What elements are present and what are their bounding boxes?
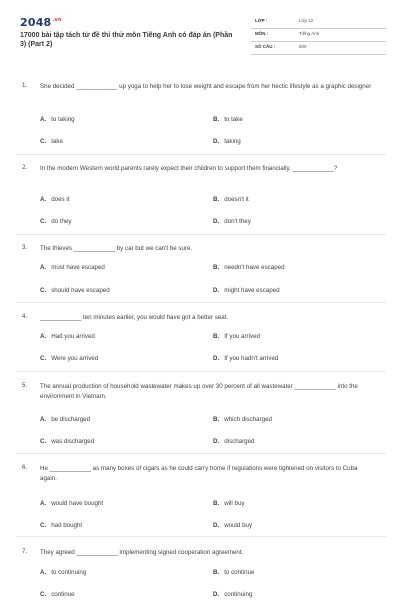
option-letter: A. bbox=[40, 569, 47, 576]
option-b[interactable] bbox=[213, 196, 249, 203]
meta-class-key: LỚP : bbox=[255, 18, 268, 23]
option-b[interactable] bbox=[213, 116, 243, 123]
question-text: The annual production of household wastewater makes up over 30 percent of all wastewater ____________ into the environment in Vietnam. bbox=[40, 383, 358, 400]
question-number: 4. bbox=[22, 313, 28, 320]
meta-subject-value: Tiếng Anh bbox=[299, 31, 320, 36]
question-number: 6. bbox=[22, 464, 28, 471]
question-divider bbox=[16, 371, 386, 372]
option-a[interactable] bbox=[40, 264, 105, 271]
question-text: She decided ____________ up yoga to help her to lose weight and escape from her hectic lifestyle as a graphic designer bbox=[40, 83, 372, 90]
option-text: be discharged bbox=[51, 416, 91, 423]
meta-class bbox=[251, 16, 386, 29]
question-text: He ____________ as many boxes of cigars as he could carry home if regulations were tightened on visitors to Cuba again. bbox=[40, 465, 358, 482]
option-c[interactable] bbox=[40, 438, 94, 445]
meta-subject bbox=[251, 29, 386, 42]
option-letter: D. bbox=[213, 287, 220, 294]
option-text: taking bbox=[224, 138, 241, 145]
question-divider bbox=[16, 154, 386, 155]
option-text: Were you arrived bbox=[51, 355, 99, 362]
option-b[interactable] bbox=[213, 500, 244, 507]
option-text: Had you arrived bbox=[51, 333, 95, 340]
option-letter: A. bbox=[40, 333, 47, 340]
option-a[interactable] bbox=[40, 333, 95, 340]
option-letter: D. bbox=[213, 355, 220, 362]
option-letter: D. bbox=[213, 591, 220, 598]
option-letter: B. bbox=[213, 264, 220, 271]
option-d[interactable] bbox=[213, 438, 254, 445]
meta-subject-key: MÔN : bbox=[255, 31, 269, 36]
option-text: to take bbox=[224, 116, 243, 123]
option-letter: B. bbox=[213, 333, 220, 340]
question-text: In the modern Western world parents rarely expect their children to support them financially, ____________? bbox=[40, 165, 338, 172]
option-text: continue bbox=[51, 591, 75, 598]
option-text: don't they bbox=[224, 218, 251, 225]
option-letter: D. bbox=[213, 218, 220, 225]
page-header bbox=[16, 14, 386, 64]
option-a[interactable] bbox=[40, 500, 103, 507]
option-text: doesn't it bbox=[224, 196, 249, 203]
option-text: to continuing bbox=[51, 569, 87, 576]
option-letter: C. bbox=[40, 287, 47, 294]
option-letter: A. bbox=[40, 264, 47, 271]
question-text: The thieves ____________ by car but we can't be sure. bbox=[40, 245, 193, 252]
option-letter: A. bbox=[40, 416, 47, 423]
option-text: was discharged bbox=[51, 438, 95, 445]
meta-class-value: Lớp 12 bbox=[299, 18, 314, 23]
option-letter: D. bbox=[213, 522, 220, 529]
question-divider bbox=[16, 536, 386, 537]
logo-main: 2048 bbox=[20, 16, 52, 29]
option-a[interactable] bbox=[40, 196, 69, 203]
option-text: which discharged bbox=[224, 416, 272, 423]
option-text: would buy bbox=[224, 522, 253, 529]
option-text: If you hadn't arrived bbox=[224, 355, 279, 362]
option-b[interactable] bbox=[213, 333, 260, 340]
option-letter: B. bbox=[213, 196, 220, 203]
option-text: discharged bbox=[224, 438, 255, 445]
option-d[interactable] bbox=[213, 138, 241, 145]
question-divider bbox=[16, 234, 386, 235]
option-letter: B. bbox=[213, 416, 220, 423]
site-logo[interactable] bbox=[20, 16, 62, 29]
option-b[interactable] bbox=[213, 416, 272, 423]
option-letter: C. bbox=[40, 218, 47, 225]
option-text: must have escaped bbox=[51, 264, 105, 271]
option-c[interactable] bbox=[40, 218, 71, 225]
question-number: 5. bbox=[22, 382, 28, 389]
meta-count bbox=[251, 42, 386, 55]
question-divider bbox=[16, 453, 386, 454]
option-letter: A. bbox=[40, 116, 47, 123]
option-text: continuing bbox=[224, 591, 253, 598]
option-a[interactable] bbox=[40, 416, 90, 423]
option-text: If you arrived bbox=[224, 333, 260, 340]
option-letter: D. bbox=[213, 438, 220, 445]
option-d[interactable] bbox=[213, 218, 251, 225]
option-text: would have bought bbox=[51, 500, 104, 507]
option-letter: C. bbox=[40, 138, 47, 145]
option-letter: A. bbox=[40, 500, 47, 507]
meta-info bbox=[251, 16, 386, 55]
option-letter: C. bbox=[40, 522, 47, 529]
option-d[interactable] bbox=[213, 522, 252, 529]
option-text: take bbox=[51, 138, 63, 145]
option-c[interactable] bbox=[40, 522, 82, 529]
option-a[interactable] bbox=[40, 116, 75, 123]
question-number: 2. bbox=[22, 164, 28, 171]
question-number: 1. bbox=[22, 82, 28, 89]
option-letter: B. bbox=[213, 500, 220, 507]
option-text: do they bbox=[51, 218, 72, 225]
question-text: ____________ ten minutes earlier, you would have got a better seat. bbox=[40, 314, 229, 321]
option-letter: A. bbox=[40, 196, 47, 203]
option-c[interactable] bbox=[40, 287, 110, 294]
option-letter: B. bbox=[213, 116, 220, 123]
option-text: should have escaped bbox=[51, 287, 110, 294]
option-c[interactable] bbox=[40, 591, 75, 598]
option-d[interactable] bbox=[213, 355, 278, 362]
option-text: had bought bbox=[51, 522, 83, 529]
option-text: will buy bbox=[224, 500, 245, 507]
question-divider bbox=[16, 302, 386, 303]
document-title: 17000 bài tập tách từ đề thi thử môn Tiếng Anh có đáp án (Phần 3) (Part 2) bbox=[20, 32, 233, 48]
option-c[interactable] bbox=[40, 138, 63, 145]
option-b[interactable] bbox=[213, 264, 285, 271]
option-letter: C. bbox=[40, 438, 47, 445]
logo-suffix: .vn bbox=[52, 17, 62, 24]
option-letter: B. bbox=[213, 569, 220, 576]
option-c[interactable] bbox=[40, 355, 98, 362]
option-text: to continue bbox=[224, 569, 255, 576]
option-text: might have escaped bbox=[224, 287, 280, 294]
option-d[interactable] bbox=[213, 591, 252, 598]
option-text: needn't have escaped bbox=[224, 264, 285, 271]
option-a[interactable] bbox=[40, 569, 86, 576]
option-text: does it bbox=[51, 196, 70, 203]
meta-count-key: SỐ CÂU : bbox=[255, 44, 276, 49]
option-b[interactable] bbox=[213, 569, 254, 576]
question-number: 7. bbox=[22, 548, 28, 555]
question-number: 3. bbox=[22, 244, 28, 251]
question-text: They agreed ____________ implementing signed cooperation agreement. bbox=[40, 549, 244, 556]
option-letter: C. bbox=[40, 591, 47, 598]
option-text: to taking bbox=[51, 116, 75, 123]
meta-count-value: 500 bbox=[299, 44, 307, 49]
option-d[interactable] bbox=[213, 287, 280, 294]
option-letter: C. bbox=[40, 355, 47, 362]
option-letter: D. bbox=[213, 138, 220, 145]
